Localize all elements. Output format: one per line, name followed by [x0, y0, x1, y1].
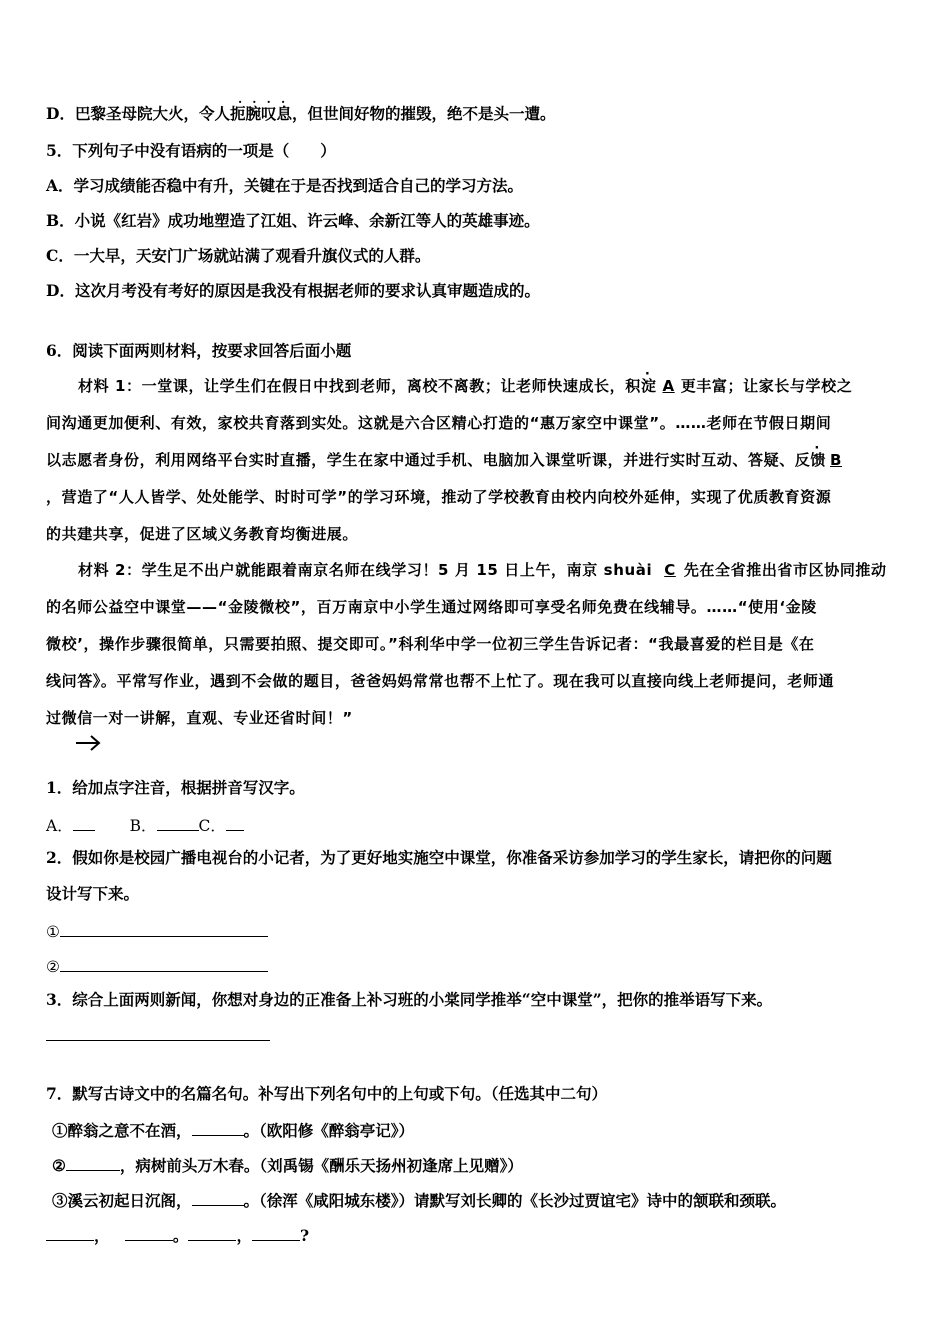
answer-blank-a[interactable] [73, 814, 95, 831]
material-2-line-5: 过微信一对一讲解，直观、专业还省时间！” [46, 709, 353, 727]
q7-blank-3[interactable] [192, 1189, 244, 1206]
q6-sub3-answer [46, 1024, 270, 1046]
material-1-text: 材料 1：一堂课，让学生们在假日中找到老师，离校不离教；让老师快速成长，积 [78, 377, 641, 395]
q7-stem: 7．默写古诗文中的名篇名句。补写出下列名句中的上句或下句。（任选其中二句） [46, 1084, 608, 1103]
q6-sub3: 3．综合上面两则新闻，你想对身边的正准备上补习班的小棠同学推举“空中课堂”，把你的推举语写下来。 [46, 990, 773, 1009]
material-1-line-1 [78, 376, 852, 396]
circled-number-2: ② [46, 958, 60, 976]
material-1-line-4: ，营造了“人人皆学、处处能学、时时可学”的学习环境，推动了学校教育由校内向校外延伸，实现了优质教育资源 [46, 488, 832, 506]
q7-item-1-text: ①醉翁之意不在酒， [52, 1121, 192, 1140]
material-2-line-4: 线问答》。平常写作业，遇到不会做的题目，爸爸妈妈常常也帮不上忙了。现在我可以直接向线上老师提问，老师通 [46, 672, 835, 690]
q7-answer-blank-2[interactable] [125, 1224, 173, 1241]
dotted-word: · · · · 扼腕 [230, 104, 261, 123]
q4-option-d-text-post: 叹息，但世间好物的摧毁，绝不是头一遭。 [260, 104, 556, 123]
material-2-line-3: 微校’，操作步骤很简单，只需要拍照、提交即可。”科利华中学一位初三学生告诉记者：“我最喜爱的栏目是《在 [46, 635, 815, 653]
q4-option-d [46, 104, 555, 124]
material-1-line-3-text: 以志愿者身份，利用网络平台实时直播，学生在家中通过手机、电脑加入课堂听课，并进行实时互动、答疑、反 [46, 451, 811, 469]
material-2-text: 材料 2：学生足不出户就能跟着南京名师在线学习！5 月 15 日上午，南京 shuài [78, 561, 653, 579]
q6-sub1-answers [46, 814, 244, 836]
q6-sub2-line-2: 设计写下来。 [46, 884, 140, 903]
q7-item-2 [52, 1154, 523, 1176]
q7-answer-blank-3[interactable] [188, 1224, 236, 1241]
material-1-line-5: 的共建共享，促进了区域义务教育均衡进展。 [46, 525, 359, 543]
answer-line-3[interactable] [46, 1024, 270, 1041]
answer-blank-b[interactable] [157, 814, 199, 831]
circled-number-1: ① [46, 923, 60, 941]
q7-answer-row [46, 1224, 309, 1246]
separator: ， [236, 1226, 252, 1245]
q6-sub1: 1．给加点字注音，根据拼音写汉字。 [46, 778, 305, 797]
q5-option-d: D．这次月考没有考好的原因是我没有根据老师的要求认真审题造成的。 [46, 281, 540, 300]
q5-option-b: B．小说《红岩》成功地塑造了江姐、许云峰、余新江等人的英雄事迹。 [46, 211, 540, 230]
q4-option-d-text-pre: D．巴黎圣母院大火，令人 [46, 104, 230, 123]
blank-a[interactable]: A [662, 377, 675, 395]
dotted-char: 馈 [810, 451, 827, 469]
material-2-line-2: 的名师公益空中课堂——“金陵微校”，百万南京中小学生通过网络即可享受名师免费在线辅导。……“使用‘金陵 [46, 598, 817, 616]
question-mark: ? [299, 1226, 310, 1245]
q7-item-1 [52, 1119, 414, 1141]
answer-blank-c[interactable] [226, 814, 244, 831]
sub1-label-c: C． [198, 817, 226, 835]
answer-line-1[interactable] [60, 920, 268, 937]
material-2-line-1 [78, 560, 887, 580]
q7-blank-1[interactable] [192, 1119, 244, 1136]
separator: ， [94, 1226, 110, 1245]
material-1-text-cont: 更丰富；让家长与学校之 [680, 377, 853, 395]
dotted-char: 淀 [640, 377, 657, 395]
sub1-label-b: B． [129, 817, 157, 835]
sub1-label-a: A． [46, 817, 73, 835]
q6-stem: 6．阅读下面两则材料，按要求回答后面小题 [46, 341, 352, 360]
q5-stem: 5．下列句子中没有语病的一项是（ ） [46, 141, 336, 160]
blank-c[interactable]: C [664, 561, 676, 579]
separator: 。 [172, 1226, 189, 1245]
q7-answer-blank-1[interactable] [46, 1224, 94, 1241]
material-1-line-3 [46, 450, 846, 470]
q5-option-c: C．一大早，天安门广场就站满了观看升旗仪式的人群。 [46, 246, 431, 265]
q7-item-3 [52, 1189, 786, 1211]
right-arrow-icon [74, 734, 102, 752]
q7-item-2-mark: ② [52, 1156, 66, 1175]
q6-sub2-answer-2 [46, 955, 268, 977]
material-1-line-2: 间沟通更加便利、有效，家校共育落到实处。这就是六合区精心打造的“惠万家空中课堂”。……老师在节假日期间 [46, 414, 832, 432]
q6-sub2-answer-1 [46, 920, 268, 942]
q7-item-3-text: ③溪云初起日沉阁， [52, 1191, 192, 1210]
q7-item-2-text: ，病树前头万木春。（刘禹锡《酬乐天扬州初逢席上见赠》） [119, 1156, 523, 1175]
answer-line-2[interactable] [60, 955, 268, 972]
q7-blank-2[interactable] [66, 1154, 120, 1171]
blank-b[interactable]: B [830, 451, 843, 469]
q6-sub2-line-1: 2．假如你是校园广播电视台的小记者，为了更好地实施空中课堂，你准备采访参加学习的学生家长，请把你的问题 [46, 848, 832, 867]
material-2-text-cont: 先在全省推出省市区协同推动 [683, 561, 887, 579]
q5-option-a: A．学习成绩能否稳中有升，关键在于是否找到适合自己的学习方法。 [46, 176, 524, 195]
q7-answer-blank-4[interactable] [252, 1224, 300, 1241]
q7-item-3-source: 。（徐浑《咸阳城东楼》）请默写刘长卿的《长沙过贾谊宅》诗中的颔联和颈联。 [243, 1191, 787, 1210]
q7-item-1-source: 。（欧阳修《醉翁亭记》） [243, 1121, 415, 1140]
